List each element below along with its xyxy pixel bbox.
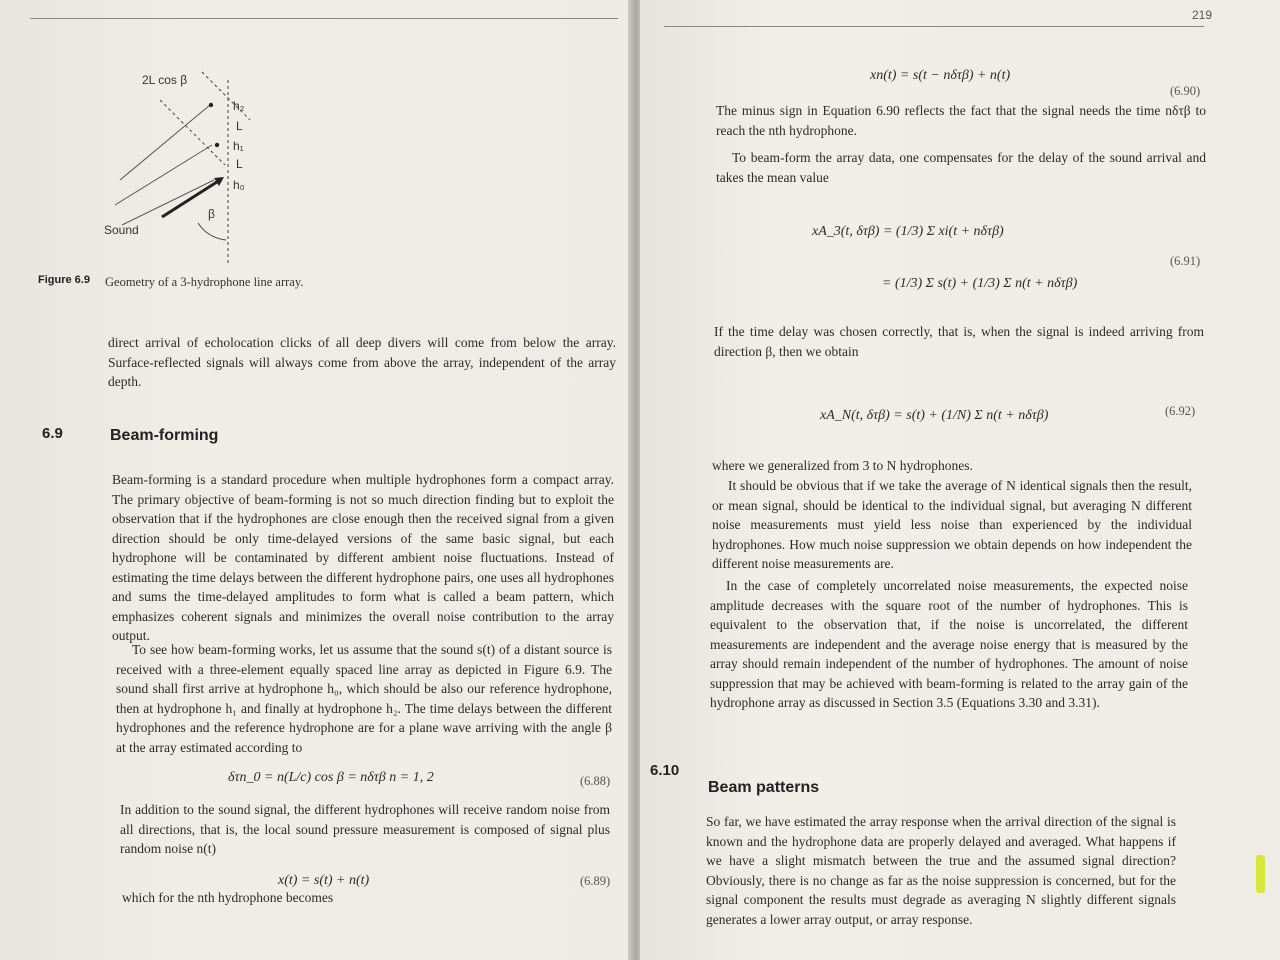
label-sound: Sound (104, 223, 139, 237)
beam-patterns-paragraph: So far, we have estimated the array response when the arrival direction of the signal is known and the hydrophone data are properly delayed and averaged. What happens if we have a slight mismatch between the true and the assumed signal direction? Obviously, there is no change as far as the noise suppression is concerned, but for the signal component the results must degrade as averaging N slightly different signals generates a lower array output, or array response. (706, 814, 1176, 927)
generalized-text: where we generalized from 3 to N hydrophones. (712, 458, 973, 473)
nth-hydrophone-text: which for the nth hydrophone becomes (122, 890, 334, 905)
minus-sign-paragraph: The minus sign in Equation 6.90 reflects the fact that the signal needs the time nδτβ to reach the nth hydrophone. (716, 103, 1206, 138)
equation-number-6-90: (6.90) (1170, 84, 1201, 98)
label-beta: β (208, 207, 215, 221)
label-h2: h₂ (233, 99, 245, 113)
equation-number-6-89: (6.89) (580, 874, 611, 888)
section-number: 6.9 (42, 425, 63, 442)
equation-6-92: xA_N(t, δτβ) = s(t) + (1/N) Σ n(t + nδτβ) (820, 408, 1049, 423)
beta-arc (198, 223, 226, 240)
green-page-marker (1256, 855, 1265, 893)
intro-paragraph: direct arrival of echolocation clicks of all deep divers will come from below the array. Surface-reflected signals will always come from above the array, independent of the array depth. (108, 335, 616, 389)
ray-h0 (122, 180, 214, 225)
beamform-mean-paragraph: To beam-form the array data, one compensates for the delay of the sound arrival and takes the mean value (716, 150, 1206, 185)
label-l2: L (236, 157, 243, 171)
ray-h2 (120, 105, 210, 180)
time-delay-paragraph: If the time delay was chosen correctly, that is, when the signal is indeed arriving from direction β, then we obtain (714, 324, 1204, 359)
uncorrelated-noise-paragraph: In the case of completely uncorrelated noise measurements, the expected noise amplitude decreases with the square root of the number of hydrophones. This is equivalent to the observation that, if the noise is uncorrelated, the different measurements are independent and the average noise energy that is measured by the array should remain independent of the number of hydrophones. The amount of noise suppression that may be achieved with beam-forming is related to the array gain of the hydrophone array as discussed in Section 3.5 (Equations 3.30 and 3.31). (710, 578, 1188, 710)
page-number: 219 (1192, 8, 1213, 22)
label-h0: h₀ (233, 178, 245, 192)
equation-number-6-92: (6.92) (1165, 404, 1196, 418)
equation-6-91-line-1: xA_3(t, δτβ) = (1/3) Σ xi(t + nδτβ) (812, 224, 1004, 239)
averaging-paragraph: It should be obvious that if we take the average of N identical signals then the result, or mean signal, should be identical to the individual signal, but averaging N different noise measurements must yield less noise than experienced by the individual hydrophones. How much noise suppression we obtain depends on how independent the different noise measurements are. (712, 478, 1192, 571)
equation-6-88: δτn_0 = n(L/c) cos β = nδτβ n = 1, 2 (228, 770, 434, 785)
hydrophone-h0 (218, 178, 222, 182)
section-title-beam-patterns: Beam patterns (708, 779, 820, 796)
label-l1: L (236, 119, 243, 133)
equation-number-6-91: (6.91) (1170, 254, 1201, 268)
section-number-6-10: 6.10 (650, 762, 680, 779)
equation-6-89: x(t) = s(t) + n(t) (278, 873, 370, 888)
wavefront-dashed (160, 100, 225, 165)
equation-6-90: xn(t) = s(t − nδτβ) + n(t) (870, 68, 1011, 83)
figure-caption: Geometry of a 3-hydrophone line array. (105, 275, 304, 289)
hydrophone-h2 (209, 103, 213, 107)
equation-number-6-88: (6.88) (580, 774, 611, 788)
label-2lcosb: 2L cos β (142, 73, 188, 87)
label-h1: h₁ (233, 139, 244, 153)
beamforming-paragraph-1: Beam-forming is a standard procedure when multiple hydrophones form a compact array. The primary objective of beam-forming is not so much direction finding but to exploit the observation that if the hydrophones are close enough then the received signal from a given direction should be only time-delayed versions of the same basic signal, but each hydrophone will be contaminated by different ambient noise fluctuations. Instead of estimating the time delays between the different hydrophone pairs, one uses all hydrophones and sums the time-delayed amplitudes to form what is called a beam pattern, which emphasizes coherent signals and minimizes the overall noise contribution to the array output. (112, 472, 614, 643)
beamforming-paragraph-2: To see how beam-forming works, let us assume that the sound s(t) of a distant source is received with a three-element equally spaced line array as depicted in Figure 6.9. The sound shall first arrive at hydrophone h₀, which should be also our reference hydrophone, then at hydrophone h₁ and finally at hydrophone h₂. The time delays between the different hydrophones and the reference hydrophone are for a plane wave arriving with the angle β at the array estimated according to (116, 642, 612, 755)
equation-6-91-line-2: = (1/3) Σ s(t) + (1/3) Σ n(t + nδτβ) (882, 276, 1078, 291)
hydrophone-h1 (215, 143, 219, 147)
noise-paragraph: In addition to the sound signal, the different hydrophones will receive random noise from all directions, that is, the local sound pressure measurement is composed of signal plus random noise n(t) (120, 802, 610, 856)
header-rule (30, 18, 618, 19)
right-page (640, 0, 1280, 960)
header-rule-right (664, 26, 1204, 27)
figure-number: Figure 6.9 (38, 274, 90, 286)
left-page (0, 0, 636, 960)
hydrophone-array-figure (90, 60, 270, 270)
section-title: Beam-forming (110, 427, 219, 444)
